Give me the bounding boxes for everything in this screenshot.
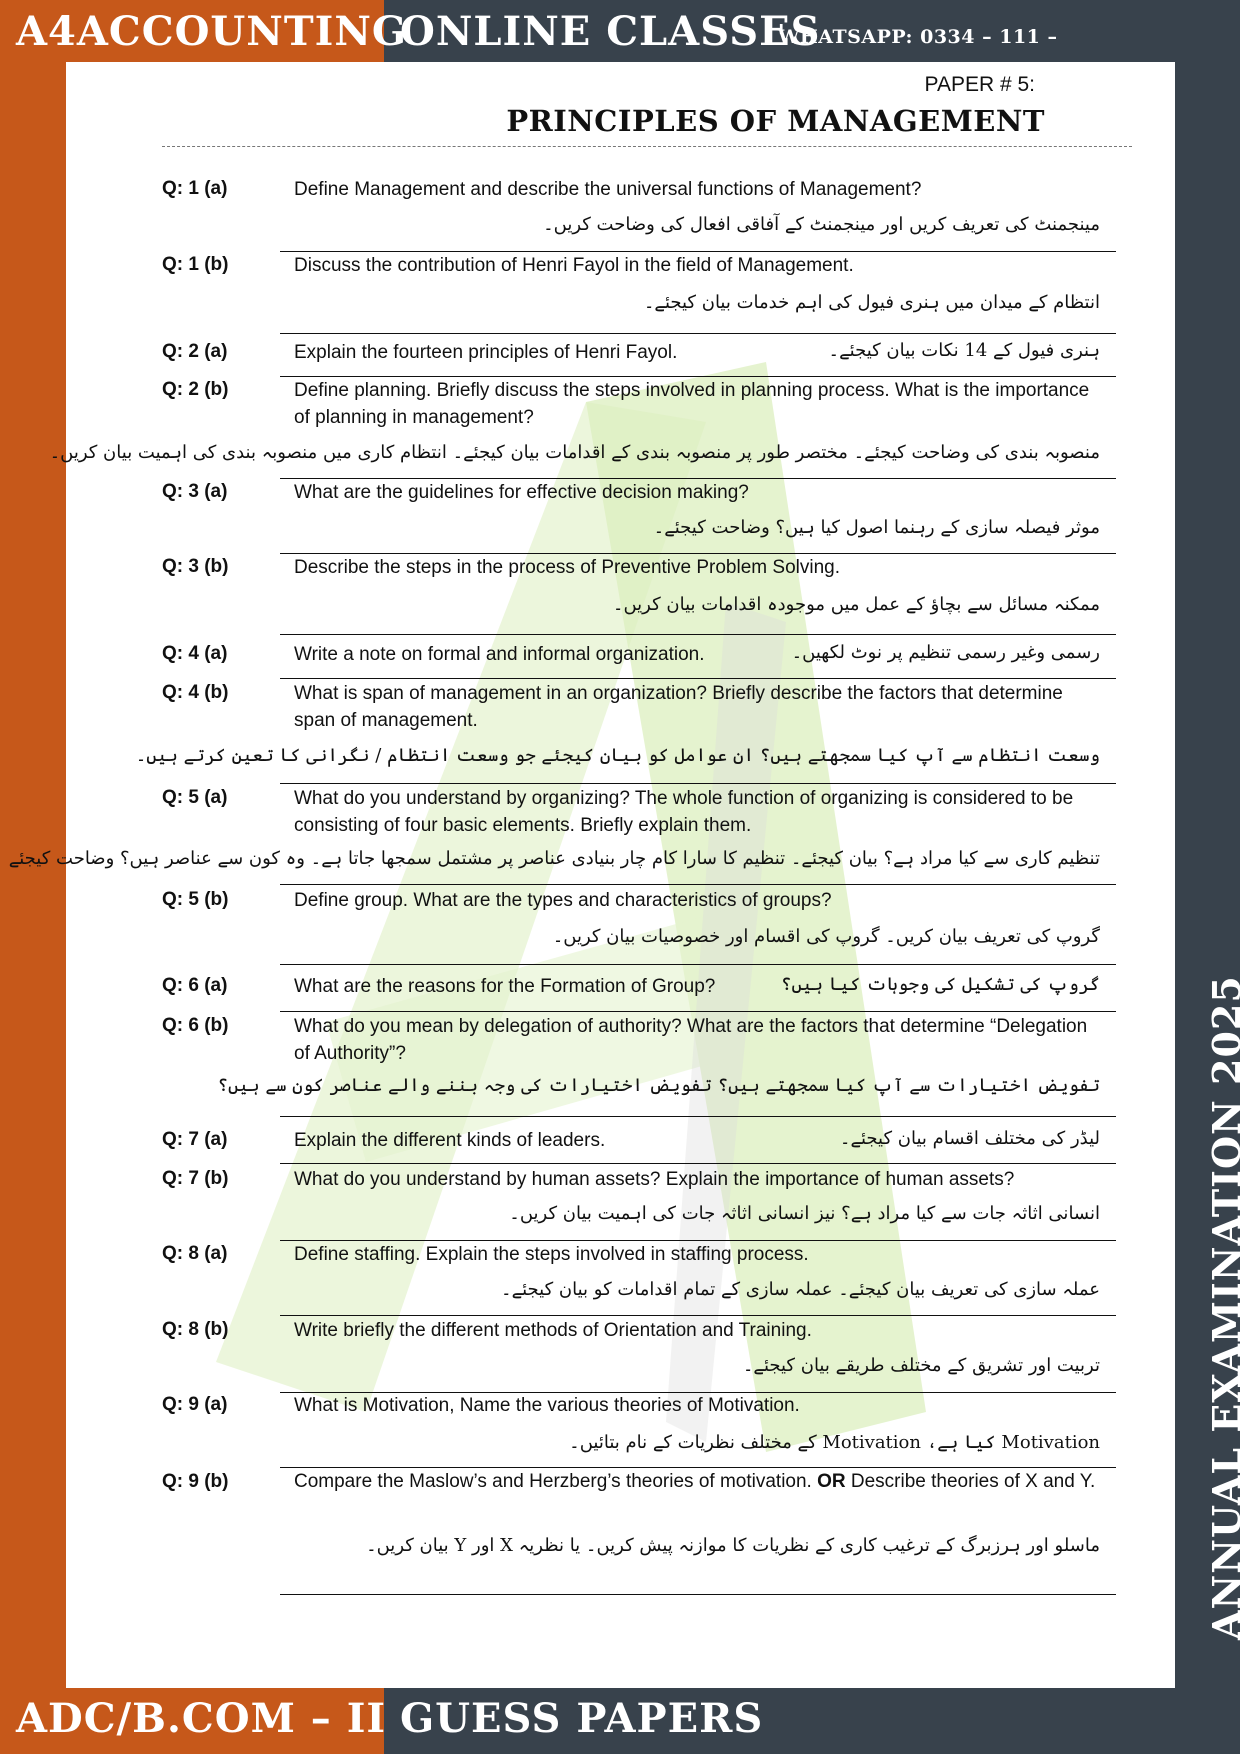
question-english: Define staffing. Explain the steps involved in staffing process. [294, 1244, 809, 1265]
question-english [294, 1468, 1104, 1495]
footer-course: ADC/B.COM – II [16, 1695, 387, 1742]
question-urdu: Motivation کیا ہے، Motivation کے مختلف نظریات کے نام بتائیں۔ [569, 1432, 1100, 1453]
question-urdu: گروپ کی تشکیل کی وجوہات کیا ہیں؟ [780, 974, 1100, 995]
question-divider [280, 1163, 1116, 1164]
question-urdu: مینجمنٹ کی تعریف کریں اور مینجمنٹ کے آفاقی افعال کی وضاحت کریں۔ [543, 214, 1100, 235]
question-divider [280, 1594, 1116, 1595]
question-english: Write briefly the different methods of Orientation and Training. [294, 1320, 812, 1341]
question-urdu: تربیت اور تشریق کے مختلف طریقے بیان کیجئے۔ [742, 1355, 1100, 1376]
question-number: Q: 1 (a) [162, 178, 228, 199]
question-number: Q: 1 (b) [162, 254, 229, 275]
question-urdu: منصوبہ بندی کی وضاحت کیجئے۔ مختصر طور پر منصوبہ بندی کے اقدامات بیان کیجئے۔ انتظام کاری میں منصوبہ بندی کی اہمیت بیان کریں۔ [49, 442, 1100, 463]
question-number: Q: 2 (a) [162, 341, 228, 362]
question-english: What do you understand by human assets? Explain the importance of human assets? [294, 1169, 1015, 1190]
paper-number: PAPER # 5: [924, 73, 1035, 96]
brand-name: A4ACCOUNTING [16, 8, 408, 55]
question-urdu: تنظیم کاری سے کیا مراد ہے؟ بیان کیجئے۔ تنظیم کا سارا کام چار بنیادی عناصر پر مشتمل سمجھا جاتا ہے۔ وہ کون سے عناصر ہیں؟ وضاحت کیجئے [8, 848, 1100, 869]
side-banner-annual-exam: ANNUAL EXAMINATION 2025 [1204, 975, 1249, 1640]
question-number: Q: 2 (b) [162, 379, 229, 400]
or-keyword: OR [817, 1471, 846, 1492]
online-classes-label: ONLINE CLASSES [400, 8, 821, 55]
question-urdu: وسعت انتظام سے آپ کیا سمجھتے ہیں؟ ان عوامل کو بیان کیجئے جو وسعت انتظام / نگرانی کا تعین کرتے ہیں۔ [135, 745, 1100, 766]
question-divider [280, 783, 1116, 784]
title-divider [162, 146, 1132, 147]
question-english: What do you understand by organizing? The whole function of organizing is considered to be consisting of four basic elements. Briefly explain them. [294, 788, 1074, 836]
question-urdu: ہنری فیول کے 14 نکات بیان کیجئے۔ [828, 340, 1100, 361]
question-number: Q: 9 (a) [162, 1394, 228, 1415]
question-number: Q: 3 (a) [162, 481, 228, 502]
question-english: Explain the different kinds of leaders. [294, 1130, 606, 1151]
question-divider [280, 964, 1116, 965]
question-english: Define planning. Briefly discuss the steps involved in planning process. What is the importance of planning in management? [294, 380, 1090, 428]
question-divider [280, 884, 1116, 885]
question-urdu: انتظام کے میدان میں ہنری فیول کی اہم خدمات بیان کیجئے۔ [643, 292, 1100, 313]
question-english: What do you mean by delegation of authority? What are the factors that determine “Delegation of Authority”? [294, 1016, 1088, 1064]
question-english: What is span of management in an organization? Briefly describe the factors that determine span of management. [294, 683, 1063, 731]
question-divider [280, 1315, 1116, 1316]
question-urdu: تفویض اختیارات سے آپ کیا سمجھتے ہیں؟ تفویض اختیارات کی وجہ بننے والے عناصر کون سے ہیں؟ [217, 1075, 1100, 1096]
question-divider [280, 634, 1116, 635]
question-urdu: انسانی اثاثہ جات سے کیا مراد ہے؟ نیز انسانی اثاثہ جات کی اہمیت بیان کریں۔ [509, 1203, 1100, 1224]
question-urdu: عملہ سازی کی تعریف بیان کیجئے۔ عملہ سازی کے تمام اقدامات کو بیان کیجئے۔ [501, 1279, 1100, 1300]
question-number: Q: 8 (b) [162, 1319, 229, 1340]
question-english: Describe the steps in the process of Preventive Problem Solving. [294, 557, 840, 578]
footer-guess-papers: GUESS PAPERS [400, 1695, 764, 1742]
question-english-part1: Compare the Maslow’s and Herzberg’s theories of motivation. [294, 1471, 818, 1492]
question-english: Explain the fourteen principles of Henri Fayol. [294, 342, 678, 363]
question-number: Q: 7 (a) [162, 1129, 228, 1150]
question-urdu: ماسلو اور ہرزبرگ کے ترغیب کاری کے نظریات کا موازنہ پیش کریں۔ یا نظریہ X اور Y بیان کریں۔ [366, 1535, 1100, 1556]
question-number: Q: 3 (b) [162, 556, 229, 577]
question-number: Q: 6 (b) [162, 1015, 229, 1036]
left-border [0, 0, 66, 1754]
question-english: Define Management and describe the universal functions of Management? [294, 179, 922, 200]
question-divider [280, 678, 1116, 679]
question-number: Q: 4 (a) [162, 643, 228, 664]
question-number: Q: 4 (b) [162, 682, 229, 703]
question-number: Q: 5 (b) [162, 889, 229, 910]
question-divider [280, 333, 1116, 334]
question-divider [280, 1116, 1116, 1117]
question-number: Q: 7 (b) [162, 1168, 229, 1189]
question-urdu: گروپ کی تعریف بیان کریں۔ گروپ کی اقسام اور خصوصیات بیان کریں۔ [552, 926, 1100, 947]
question-english: Discuss the contribution of Henri Fayol in the field of Management. [294, 255, 854, 276]
question-english: Define group. What are the types and characteristics of groups? [294, 890, 832, 911]
question-urdu: موثر فیصلہ سازی کے رہنما اصول کیا ہیں؟ وضاحت کیجئے۔ [653, 517, 1100, 538]
question-english-part2: Describe theories of X and Y. [845, 1471, 1096, 1492]
question-english: Write a note on formal and informal organization. [294, 644, 705, 665]
question-number: Q: 6 (a) [162, 975, 228, 996]
question-number: Q: 8 (a) [162, 1243, 228, 1264]
question-divider [280, 1011, 1116, 1012]
question-english: What are the guidelines for effective decision making? [294, 482, 749, 503]
question-urdu: لیڈر کی مختلف اقسام بیان کیجئے۔ [839, 1128, 1100, 1149]
question-number: Q: 9 (b) [162, 1471, 229, 1492]
question-urdu: رسمی وغیر رسمی تنظیم پر نوٹ لکھیں۔ [791, 642, 1100, 663]
paper-title: PRINCIPLES OF MANAGEMENT [506, 104, 1045, 138]
question-urdu: ممکنہ مسائل سے بچاؤ کے عمل میں موجودہ اقدامات بیان کریں۔ [612, 594, 1100, 615]
question-number: Q: 5 (a) [162, 787, 228, 808]
question-english: What are the reasons for the Formation of Group? [294, 976, 716, 997]
question-english: What is Motivation, Name the various theories of Motivation. [294, 1395, 800, 1416]
whatsapp-number: WHATSAPP: 0334 – 111 – [778, 26, 1058, 48]
